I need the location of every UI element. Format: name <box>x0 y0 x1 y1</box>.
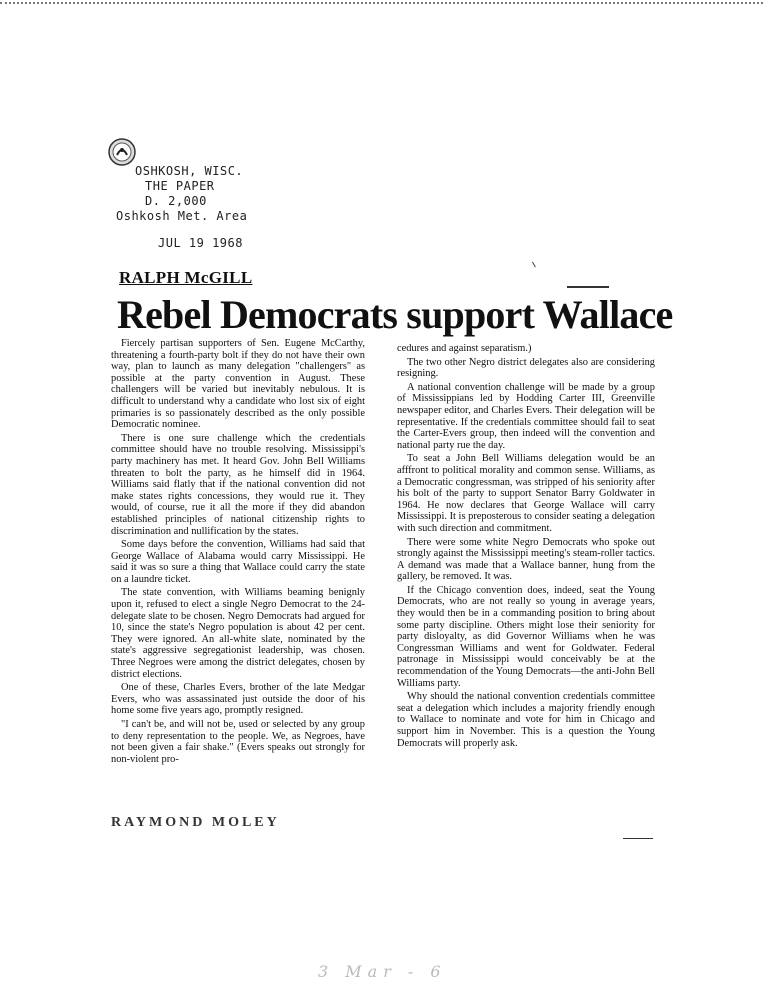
stamp-area: Oshkosh Met. Area <box>116 209 248 223</box>
paragraph: If the Chicago convention does, indeed, seat the Young Democrats, who are not really so young in average years, they would then be in a commanding position to bring about some party discipline. Others might lose their seniority for party disloyalty, as did Governor Williams when he was Congressman Williams and went for Goldwater. Federal patronage in Mississippi would conceivably be at the recommendation of the Young Democrats—the anti-John Bell Williams party. <box>397 584 655 689</box>
stamp-city: OSHKOSH, WISC. <box>135 164 244 178</box>
paragraph: cedures and against separatism.) <box>397 343 532 354</box>
pen-mark-dash <box>567 286 609 288</box>
paragraph: Some days before the convention, Williams had said that George Wallace of Alabama would carry Mississippi. He said it was so sure a thing that Wallace could carry the state on a laundre ticket. <box>111 539 365 585</box>
paragraph: The two other Negro district delegates also are considering resigning. <box>397 356 655 380</box>
paragraph: "I can't be, and will not be, used or selected by any group to deny representation to the people. We, as Negroes, have not been given a fair shake." (Evers speaks out strongly for non-violent pro- <box>111 719 365 765</box>
margin-dash <box>623 838 653 839</box>
pen-mark <box>532 259 541 268</box>
paragraph: One of these, Charles Evers, brother of the late Medgar Evers, who was assassinated just outside the door of his home some five years ago, promptly resigned. <box>111 682 365 717</box>
cut-line-text: RAYMOND MOLEY <box>111 815 280 830</box>
paragraph: Fiercely partisan supporters of Sen. Eugene McCarthy, threatening a fourth-party bolt if they do not have their own way, plan to launch as many delegation "challengers" as possible at the party convention in August. These challengers will be varied but inevitably nebulous. It is difficult to understand why a candidate who lost six of eight primaries is so passionately described as the only possible Democratic nominee. <box>111 338 365 431</box>
stamp-paper: THE PAPER <box>145 179 215 193</box>
perforated-edge <box>0 2 763 4</box>
stamp-date: JUL 19 1968 <box>158 236 243 250</box>
article-column-right <box>397 343 655 751</box>
article-column-left <box>111 338 365 767</box>
pencil-annotation: 3 Mar - 6 <box>318 962 447 981</box>
paragraph: There were some white Negro Democrats who spoke out strongly against the Mississippi meeting's steam-roller tactics. A demand was made that a Wallace banner, hung from the gallery, be removed. It was. <box>397 536 655 583</box>
paragraph: Why should the national convention credentials committee seat a delegation which includes a majority friendly enough to Wallace to nominate and vote for him in Chicago and support him in November. This is a question the Young Democrats will properly ask. <box>397 691 655 749</box>
headline: Rebel Democrats support Wallace <box>117 292 673 337</box>
stamp-circulation: D. 2,000 <box>145 194 207 208</box>
paragraph: The state convention, with Williams beaming benignly upon it, refused to elect a single Negro Democrat to the 24-delegate slate to be chosen. Negro Democrats had argued for 10, since the state's Negro population is about 42 per cent. They were ignored. An all-white slate, nominated by the state's aggressive segregationist leadership, was chosen. Three Negroes were among the district delegates, chosen by district elections. <box>111 587 365 680</box>
clipping-bureau-seal-icon <box>107 137 137 167</box>
paragraph: A national convention challenge will be made by a group of Mississippians led by Hodding Carter III, Greenville newspaper editor, and Charles Evers. Their delegation will be representative. If the credentials committee should fail to seat the Carter-Evers group, then indeed will the convention and national party rue the day. <box>397 381 655 451</box>
byline: RALPH McGILL <box>119 268 253 287</box>
paragraph: To seat a John Bell Williams delegation would be an afffront to political morality and common sense. Williams, as a Democratic congressman, was stripped of his seniority after his bolt of the party to support Senator Barry Goldwater in 1964. He now declares that George Wallace will carry Mississippi. It is preposterous to consider seating a delegation with such direction and commitment. <box>397 453 655 534</box>
paragraph: There is one sure challenge which the credentials committee should have no trouble resolving. Mississippi's party machinery has met. It heard Gov. John Bell Williams threaten to bolt the party, as he himself did in 1964. Williams said flatly that if the national convention did not make states rights concessions, they would rue it. They would, of course, rue it all the more if they did abandon established principles of national citizenship rights to discrimination and nullification by the states. <box>111 432 365 537</box>
